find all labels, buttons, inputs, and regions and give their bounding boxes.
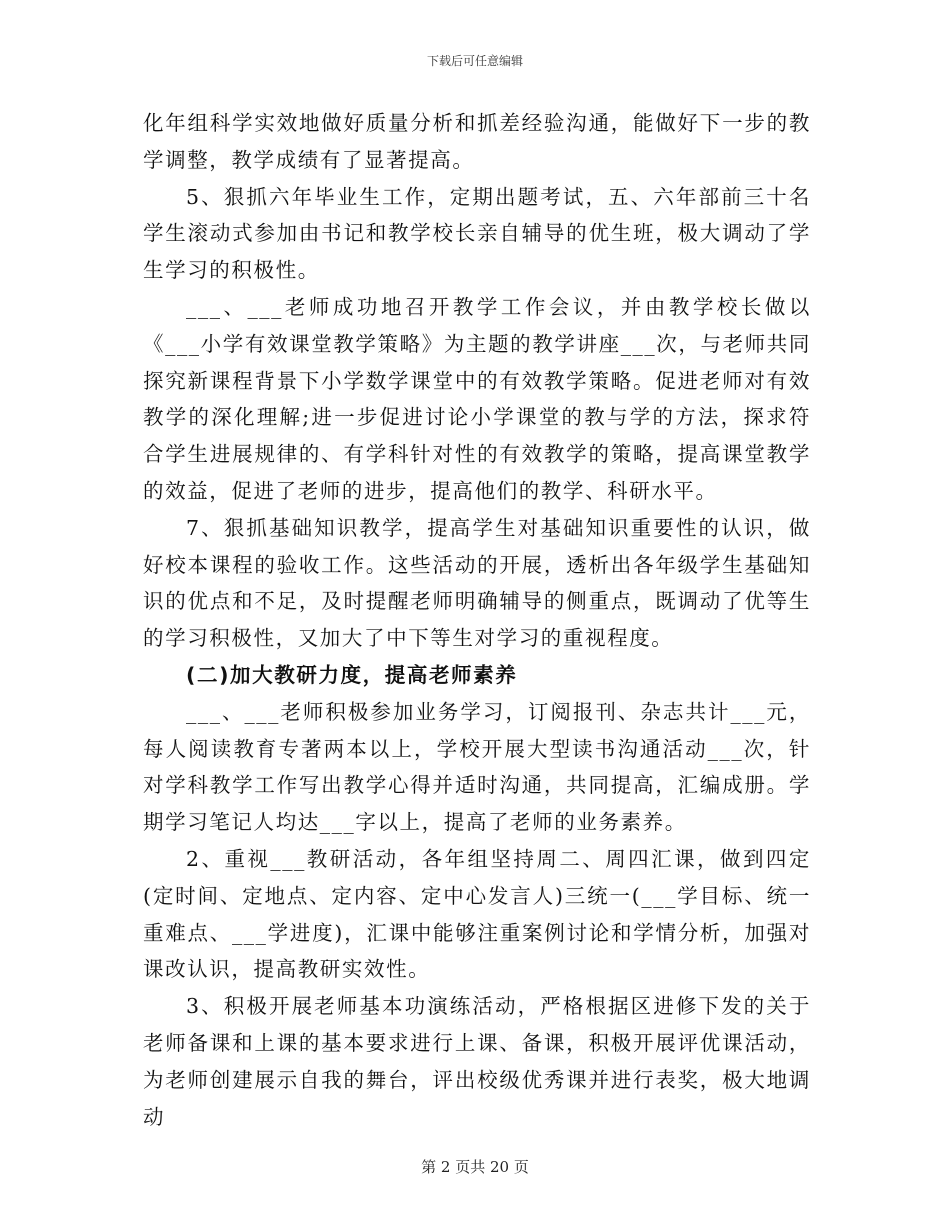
paragraph-continuation: 化年组科学实效地做好质量分析和抓差经验沟通，能做好下一步的教学调整，教学成绩有了显著提高。 (143, 111, 811, 172)
section-heading: (二)加大教研力度，提高老师素养 (186, 662, 518, 687)
paragraph-item-1: ___、___老师积极参加业务学习，订阅报刊、杂志共计___元，每人阅读教育专著两本以上，学校开展大型读书沟通活动___次，针对学科教学工作写出教学心得并适时沟通，共同提高，汇编成册。学期学习笔记人均达___字以上，提高了老师的业务素养。 (143, 699, 811, 835)
page-footer: 第 2 页共 20 页 (421, 1158, 529, 1176)
paragraph-item-6: ___、___老师成功地召开教学工作会议，并由教学校长做以《___小学有效课堂教学策略》为主题的教学讲座___次，与老师共同探究新课程背景下小学数学课堂中的有效教学策略。促进老师对有效教学的深化理解;进一步促进讨论小学课堂的教与学的方法，探求符合学生进展规律的、有学科针对性的有效教学的策略，提高课堂教学的效益，促进了老师的进步，提高他们的教学、科研水平。 (143, 294, 811, 503)
paragraph-item-2: 2、重视___教研活动，各年组坚持周二、周四汇课，做到四定(定时间、定地点、定内容、定中心发言人)三统一(___学目标、统一重难点、___学进度)，汇课中能够注重案例讨论和学情分析，加强对课改认识，提高教研实效性。 (143, 846, 811, 982)
paragraph-item-7: 7、狠抓基础知识教学，提高学生对基础知识重要性的认识，做好校本课程的验收工作。这些活动的开展，透析出各年级学生基础知识的优点和不足，及时提醒老师明确辅导的侧重点，既调动了优等生的学习积极性，又加大了中下等生对学习的重视程度。 (143, 515, 811, 651)
paragraph-item-5: 5、狠抓六年毕业生工作，定期出题考试，五、六年部前三十名学生滚动式参加由书记和教学校长亲自辅导的优生班，极大调动了学生学习的积极性。 (143, 184, 811, 283)
document-body (143, 105, 811, 1135)
page-header: 下载后可任意编辑 (426, 54, 523, 68)
paragraph-item-3: 3、积极开展老师基本功演练活动，严格根据区进修下发的关于老师备课和上课的基本要求进行上课、备课，积极开展评优课活动，为老师创建展示自我的舞台，评出校级优秀课并进行表奖，极大地调动 (143, 994, 811, 1129)
